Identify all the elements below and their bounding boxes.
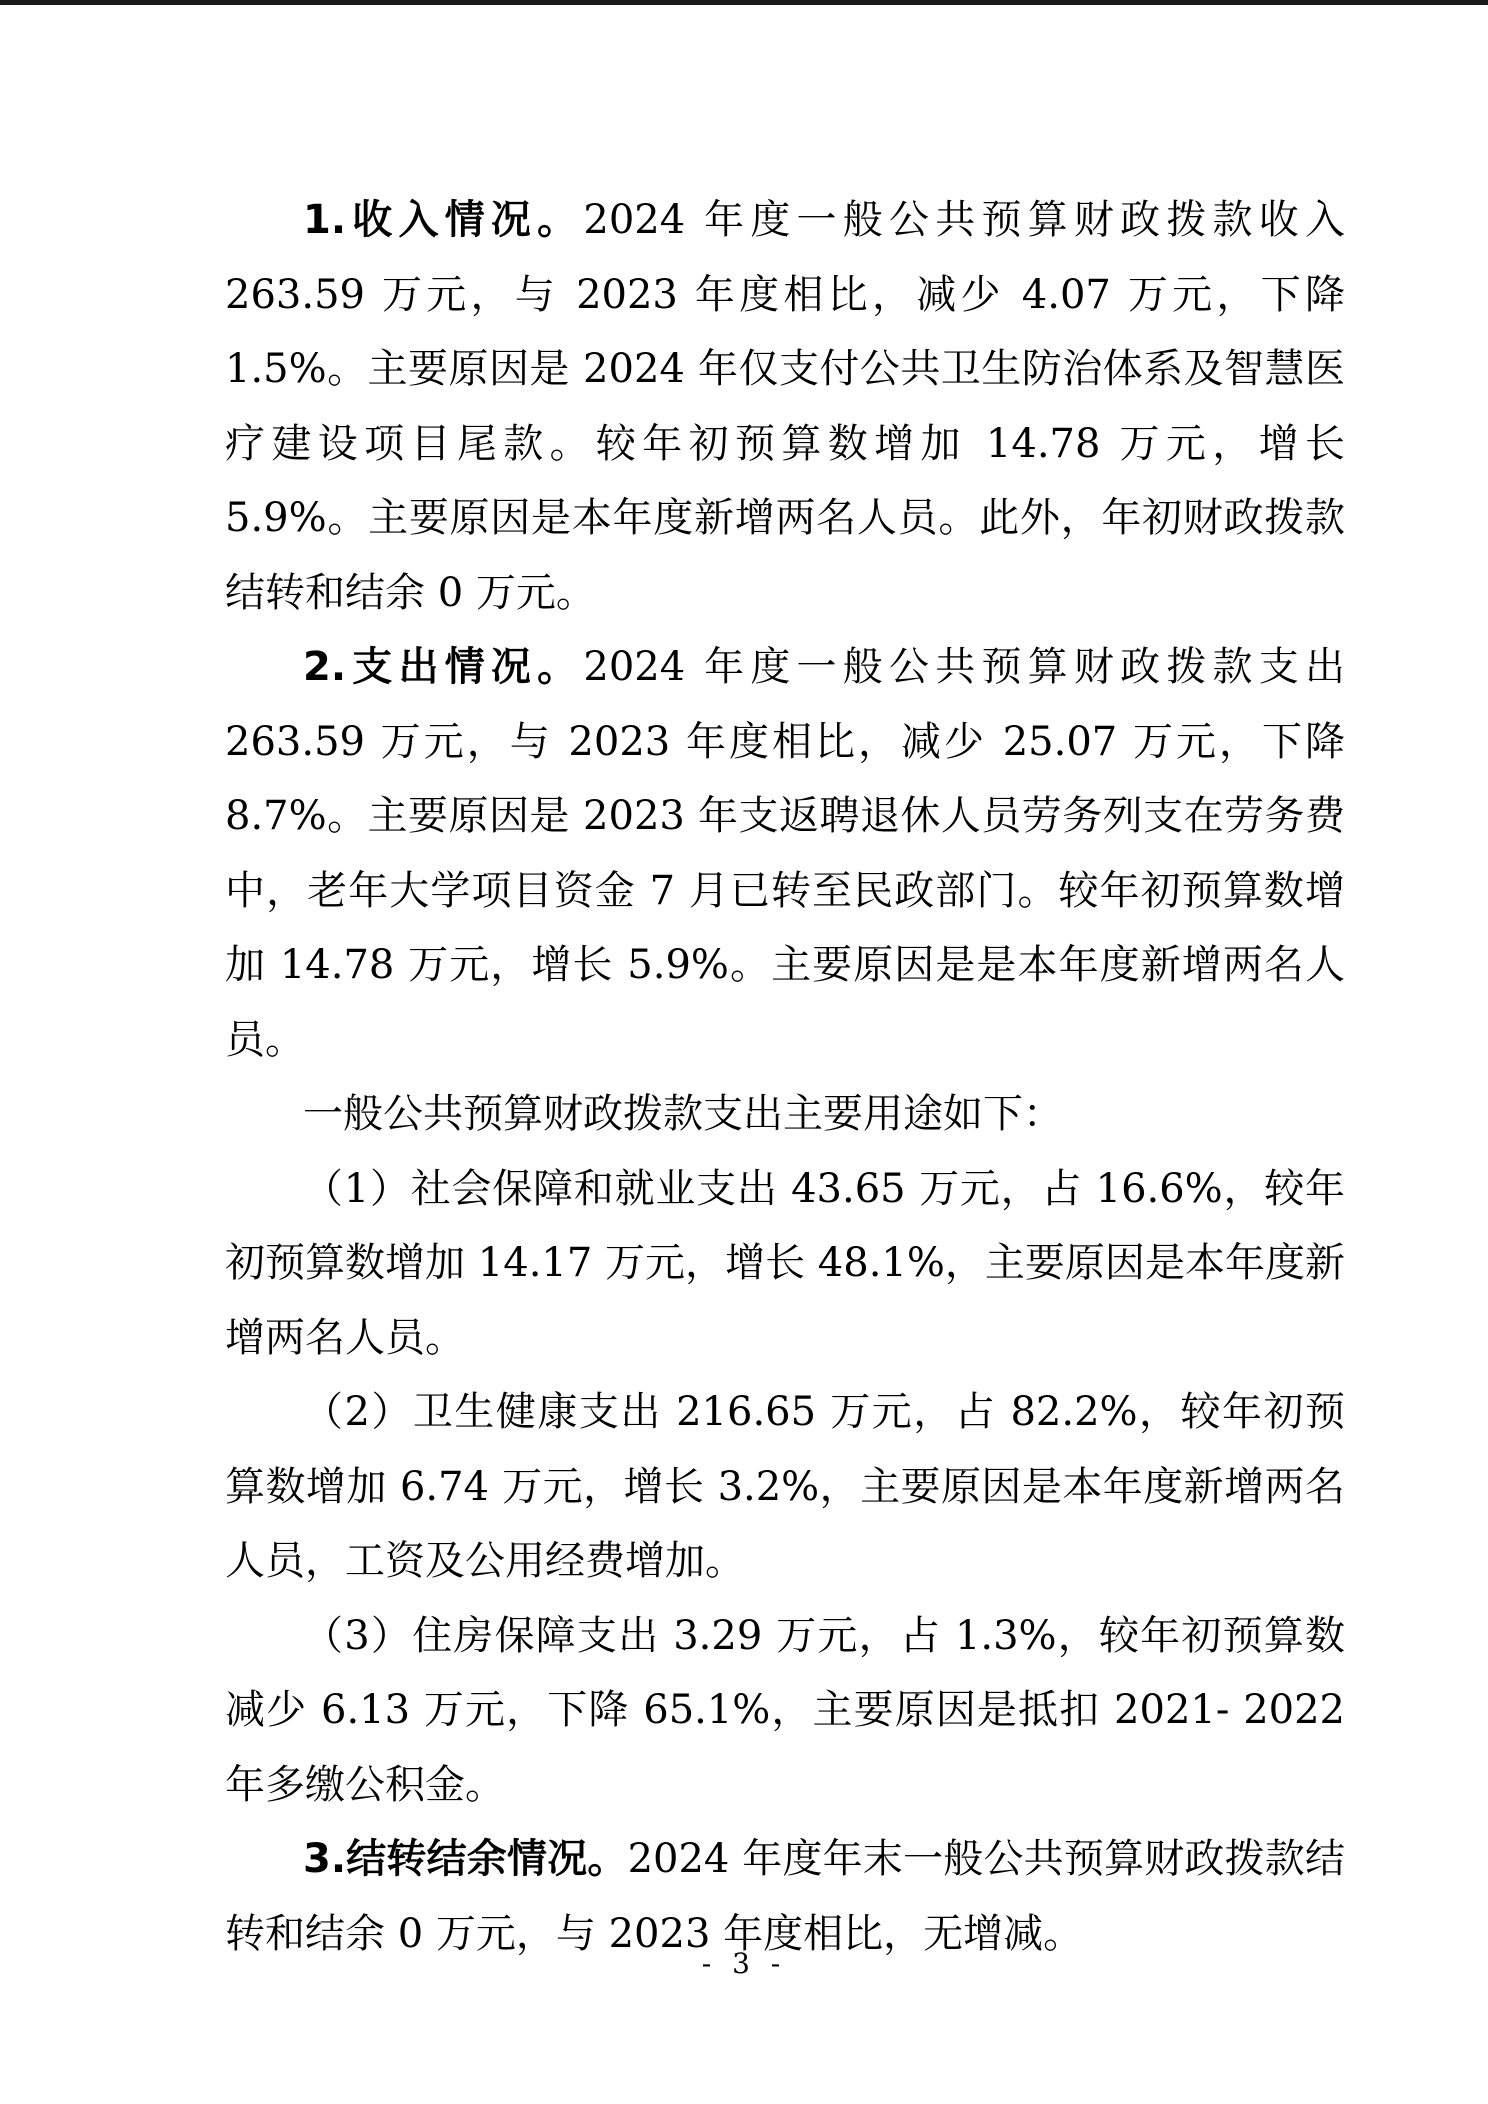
paragraph-expenditure bbox=[225, 630, 1345, 1077]
top-border-bar bbox=[0, 0, 1488, 5]
page-number: - 3 - bbox=[701, 1947, 787, 1980]
paragraph-text: （3）住房保障支出 3.29 万元，占 1.3%，较年初预算数减少 6.13 万元，下降 65.1%，主要原因是抵扣 2021- 2022 年多缴公积金。 bbox=[225, 1612, 1345, 1808]
paragraph-usage-intro bbox=[225, 1077, 1345, 1152]
paragraph-text: 2024 年度一般公共预算财政拨款支出 263.59 万元，与 2023 年度相比，减少 25.07 万元，下降 8.7%。主要原因是 2023 年支返聘退休人员劳务列支在劳务费中，老年大学项目资金 7 月已转至民政部门。较年初预算数增加 14.78 万元，增长 5.9%。主要原因是是本年度新增两名人员。 bbox=[225, 644, 1346, 1063]
paragraph-item-1-social-security bbox=[225, 1152, 1345, 1376]
paragraph-item-3-housing bbox=[225, 1599, 1345, 1823]
paragraph-text: 2024 年度一般公共预算财政拨款收入 263.59 万元，与 2023 年度相比，减少 4.07 万元，下降 1.5%。主要原因是 2024 年仅支付公共卫生防治体系及智慧医疗建设项目尾款。较年初预算数增加 14.78 万元，增长 5.9%。主要原因是本年度新增两名人员。此外，年初财政拨款结转和结余 0 万元。 bbox=[225, 197, 1346, 616]
paragraph-text: 一般公共预算财政拨款支出主要用途如下： bbox=[303, 1091, 1063, 1137]
paragraph-text: 2024 年度年末一般公共预算财政拨款结转和结余 0 万元，与 2023 年度相比，无增减。 bbox=[225, 1836, 1345, 1957]
paragraph-income bbox=[225, 183, 1345, 630]
section-heading-carryover: 3.结转结余情况。 bbox=[303, 1836, 628, 1882]
section-heading-expenditure: 2.支出情况。 bbox=[303, 644, 584, 690]
paragraph-item-2-health bbox=[225, 1375, 1345, 1599]
document-body bbox=[225, 183, 1345, 1971]
section-heading-income: 1.收入情况。 bbox=[303, 197, 584, 243]
paragraph-text: （2）卫生健康支出 216.65 万元，占 82.2%，较年初预算数增加 6.74 万元，增长 3.2%，主要原因是本年度新增两名人员，工资及公用经费增加。 bbox=[225, 1389, 1345, 1584]
paragraph-text: （1）社会保障和就业支出 43.65 万元，占 16.6%，较年初预算数增加 14.17 万元，增长 48.1%，主要原因是本年度新增两名人员。 bbox=[225, 1165, 1345, 1361]
